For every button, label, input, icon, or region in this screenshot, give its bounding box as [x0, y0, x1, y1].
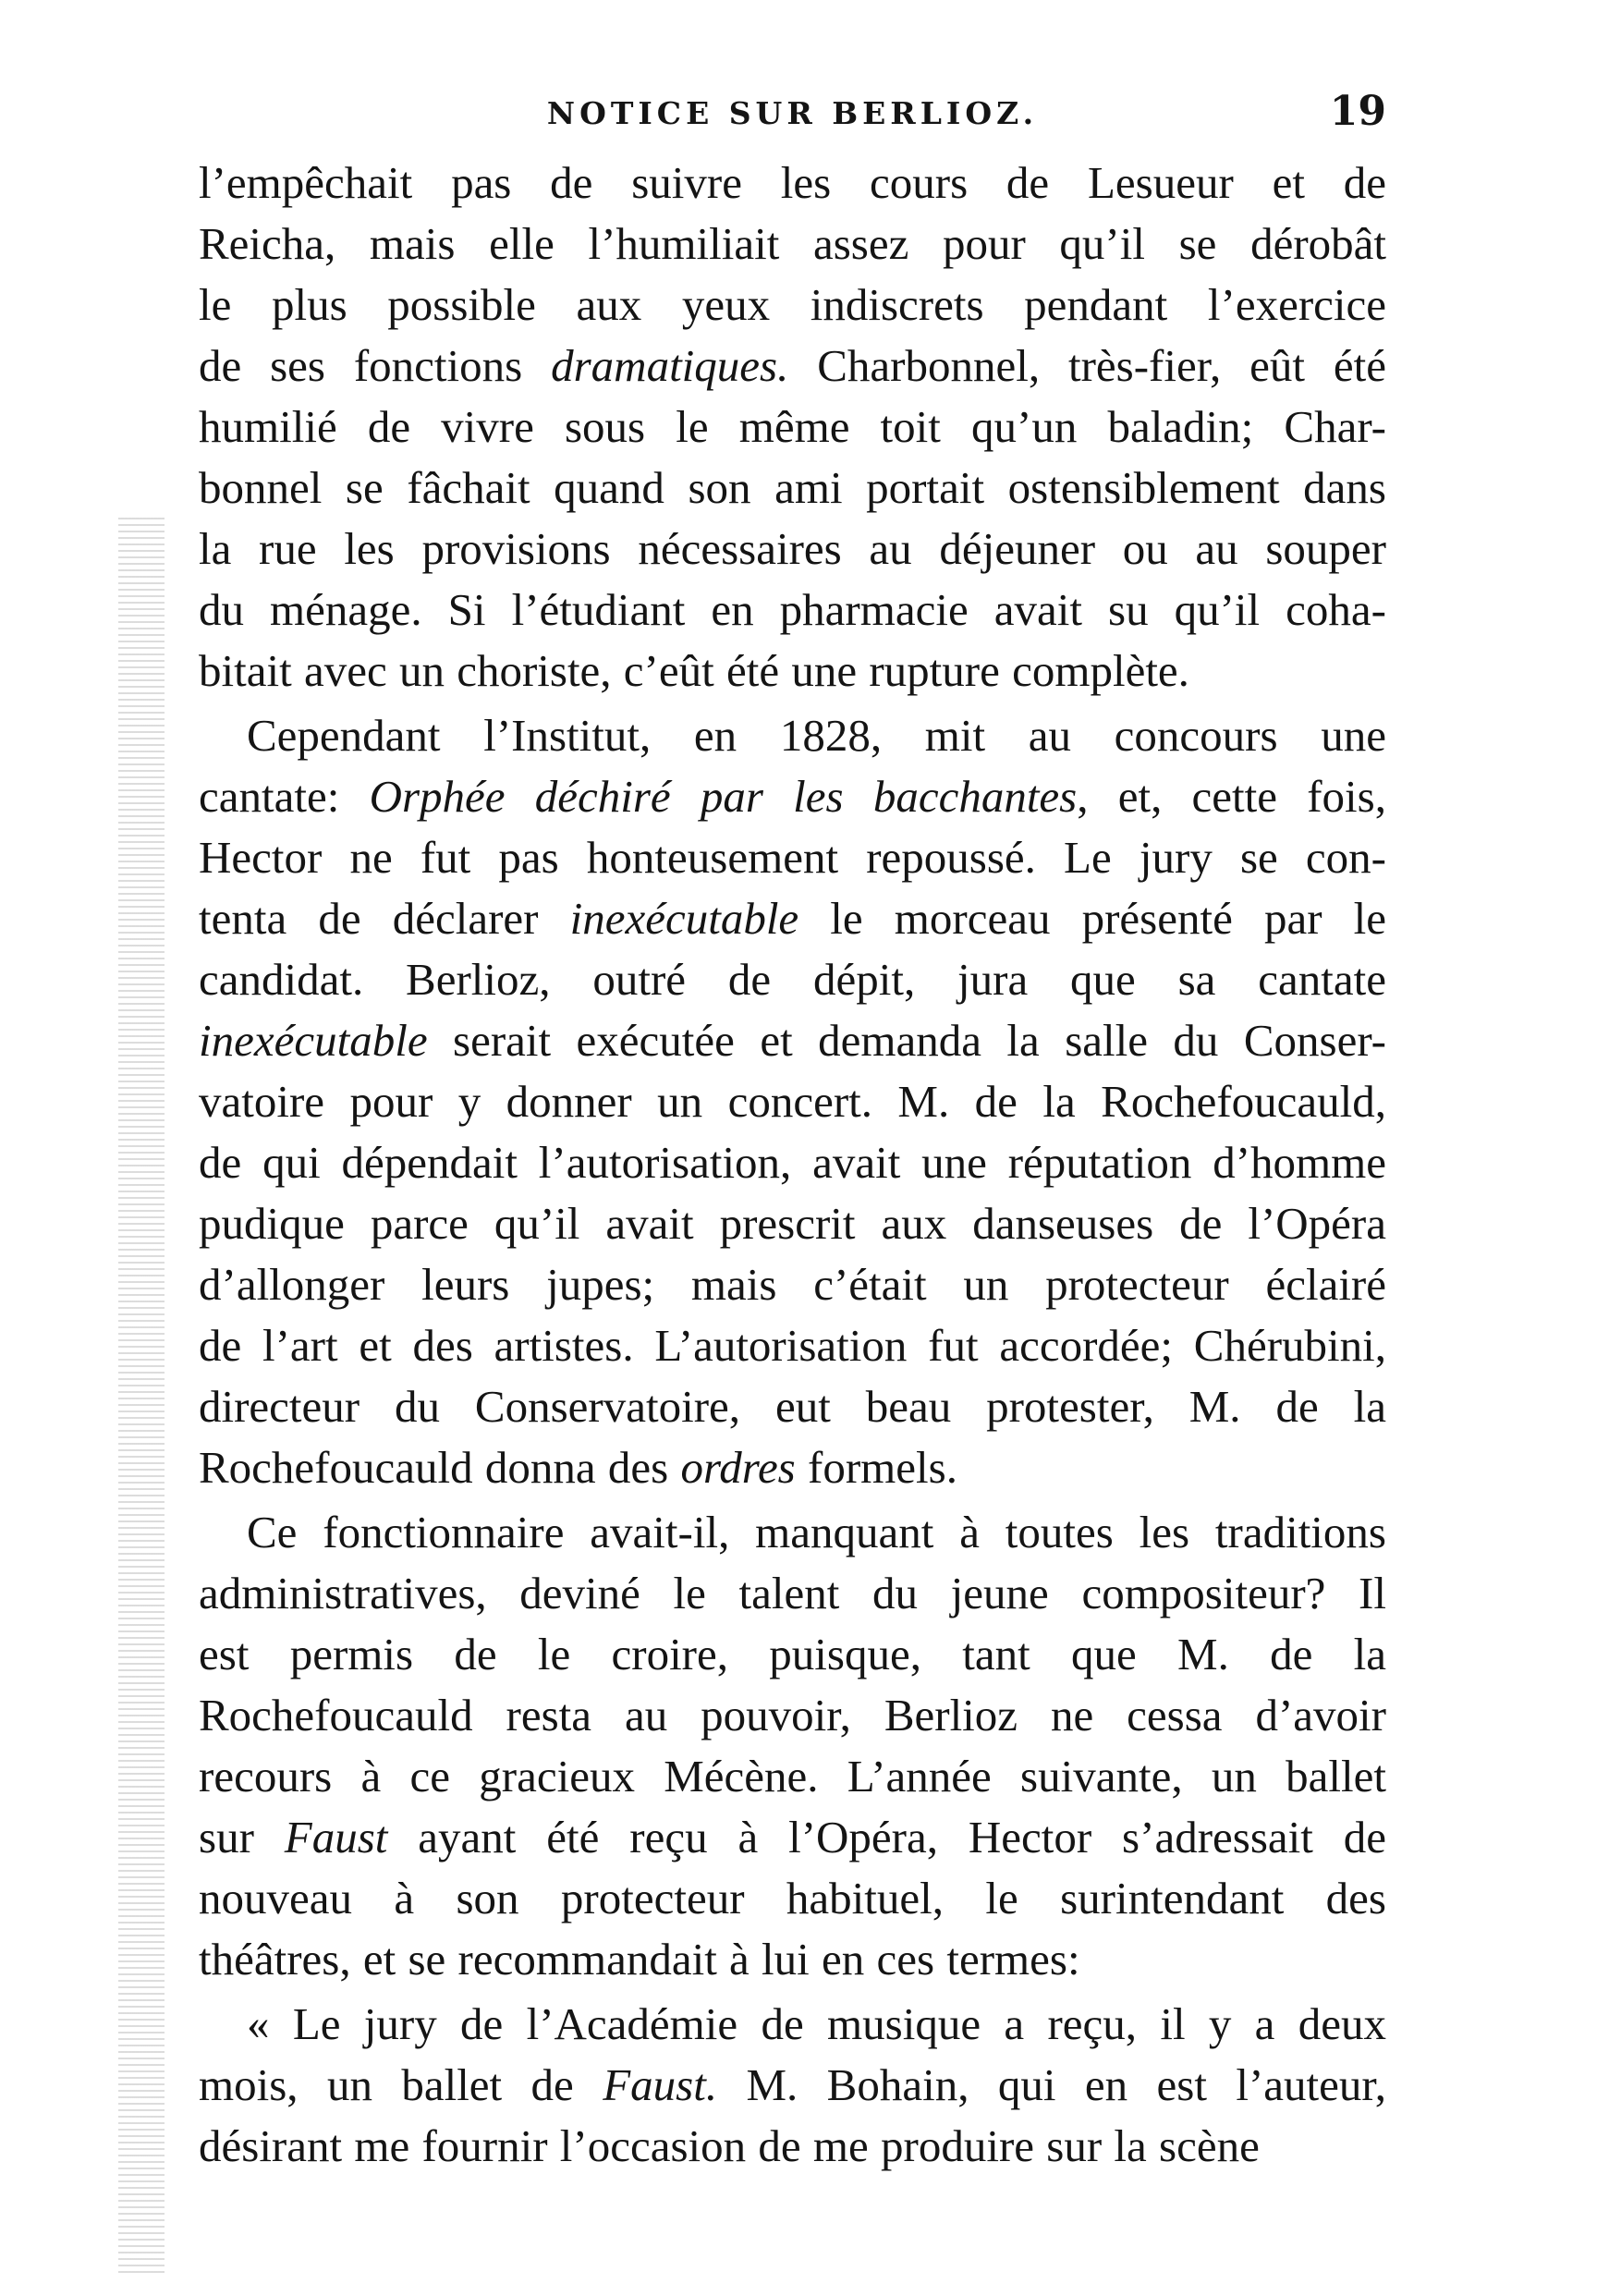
text-segment: inexécutable [199, 1015, 428, 1066]
text-line [199, 153, 1386, 214]
text-line [199, 1193, 1386, 1254]
text-line [199, 275, 1386, 336]
text-line [199, 1868, 1386, 1929]
text-line [199, 1746, 1386, 1807]
text-segment: ordres [680, 1442, 796, 1493]
text-line [199, 1132, 1386, 1193]
paragraph [199, 1502, 1386, 1990]
text-segment: sur [199, 1812, 285, 1862]
text-segment: Hector ne fut pas honteusement repoussé. Le jury se con- [199, 832, 1386, 883]
page-number: 19 [1329, 88, 1386, 135]
text-segment: directeur du Conservatoire, eut beau protester, M. de la [199, 1381, 1386, 1432]
text-line [199, 1624, 1386, 1685]
text-line [199, 1010, 1386, 1071]
text-line [199, 2055, 1386, 2116]
text-line [199, 1071, 1386, 1132]
text-segment: , et, cette fois, [1077, 771, 1386, 822]
text-segment: pudique parce qu’il avait prescrit aux danseuses de l’Opéra [199, 1198, 1386, 1249]
text-segment: de ses fonctions [199, 340, 552, 391]
text-segment: recours à ce gracieux Mécène. L’année suivante, un ballet [199, 1751, 1386, 1801]
body-text [199, 153, 1386, 2177]
text-line [199, 1502, 1386, 1563]
text-segment: Reicha, mais elle l’humiliait assez pour qu’il se dérobât [199, 218, 1386, 269]
text-segment: bitait avec un choriste, c’eût été une rupture complète. [199, 645, 1189, 696]
text-segment: inexécutable [569, 893, 799, 944]
text-segment: le morceau présenté par le [798, 893, 1387, 944]
text-line [199, 827, 1386, 888]
text-segment: tenta de déclarer [199, 893, 570, 944]
text-segment: est permis de le croire, puisque, tant que M. de la [199, 1629, 1386, 1679]
text-segment: la rue les provisions nécessaires au déjeuner ou au souper [199, 523, 1386, 574]
text-segment: Rochefoucauld resta au pouvoir, Berlioz ne cessa d’avoir [199, 1690, 1386, 1740]
text-segment: Faust [284, 1812, 388, 1862]
text-line [199, 641, 1386, 702]
text-segment: Rochefoucauld donna des [199, 1442, 681, 1493]
book-page [199, 88, 1386, 2177]
scan-gutter-shadow [118, 518, 165, 2274]
text-segment: théâtres, et se recommandait à lui en ces termes: [199, 1934, 1080, 1985]
text-segment: administratives, deviné le talent du jeune compositeur? Il [199, 1568, 1386, 1618]
text-line [199, 1929, 1386, 1990]
running-title: NOTICE SUR BERLIOZ. [546, 95, 1039, 131]
text-segment: candidat. Berlioz, outré de dépit, jura que sa cantate [199, 954, 1386, 1005]
text-segment: « Le jury de l’Académie de musique a reçu, il y a deux [247, 1998, 1386, 2049]
text-line [199, 397, 1386, 458]
running-header [199, 88, 1386, 153]
text-segment: nouveau à son protecteur habituel, le surintendant des [199, 1873, 1386, 1924]
text-segment: serait exécutée et demanda la salle du Conser- [427, 1015, 1386, 1066]
text-segment: humilié de vivre sous le même toit qu’un baladin; Char- [199, 401, 1386, 452]
text-line [199, 949, 1386, 1010]
text-segment: dramatiques. [551, 340, 789, 391]
text-line [199, 1563, 1386, 1624]
paragraph [199, 153, 1386, 702]
text-segment: M. Bohain, qui en est l’auteur, [717, 2059, 1386, 2110]
text-segment: Faust. [603, 2059, 718, 2110]
text-line [199, 1807, 1386, 1868]
text-segment: le plus possible aux yeux indiscrets pendant l’exercice [199, 279, 1386, 330]
text-segment: cantate: [199, 771, 370, 822]
text-line [199, 1376, 1386, 1437]
text-line [199, 336, 1386, 397]
text-line [199, 766, 1386, 827]
text-segment: Cependant l’Institut, en 1828, mit au concours une [247, 710, 1386, 761]
text-line [199, 1685, 1386, 1746]
text-line [199, 519, 1386, 580]
text-segment: désirant me fournir l’occasion de me produire sur la scène [199, 2120, 1260, 2171]
text-segment: de l’art et des artistes. L’autorisation fut accordée; Chérubini, [199, 1320, 1386, 1371]
text-line [199, 1254, 1386, 1315]
text-segment: l’empêchait pas de suivre les cours de Lesueur et de [199, 157, 1386, 208]
text-line [199, 1315, 1386, 1376]
paragraph [199, 1994, 1386, 2177]
text-segment: vatoire pour y donner un concert. M. de la Rochefoucauld, [199, 1076, 1386, 1127]
text-line [199, 2116, 1386, 2177]
text-line [199, 1994, 1386, 2055]
text-segment: mois, un ballet de [199, 2059, 603, 2110]
text-segment: bonnel se fâchait quand son ami portait ostensiblement dans [199, 462, 1386, 513]
text-line [199, 458, 1386, 519]
text-segment: Orphée déchiré par les bacchantes [369, 771, 1078, 822]
text-segment: Ce fonctionnaire avait-il, manquant à toutes les traditions [247, 1507, 1386, 1557]
paragraph [199, 705, 1386, 1498]
text-line [199, 214, 1386, 275]
text-segment: formels. [795, 1442, 957, 1493]
text-line [199, 580, 1386, 641]
text-segment: du ménage. Si l’étudiant en pharmacie avait su qu’il coha- [199, 584, 1386, 635]
text-line [199, 1437, 1386, 1498]
text-line [199, 888, 1386, 949]
text-segment: d’allonger leurs jupes; mais c’était un protecteur éclairé [199, 1259, 1386, 1310]
text-segment: Charbonnel, très-fier, eût été [788, 340, 1387, 391]
text-segment: de qui dépendait l’autorisation, avait une réputation d’homme [199, 1137, 1386, 1188]
text-segment: ayant été reçu à l’Opéra, Hector s’adressait de [387, 1812, 1387, 1862]
text-line [199, 705, 1386, 766]
